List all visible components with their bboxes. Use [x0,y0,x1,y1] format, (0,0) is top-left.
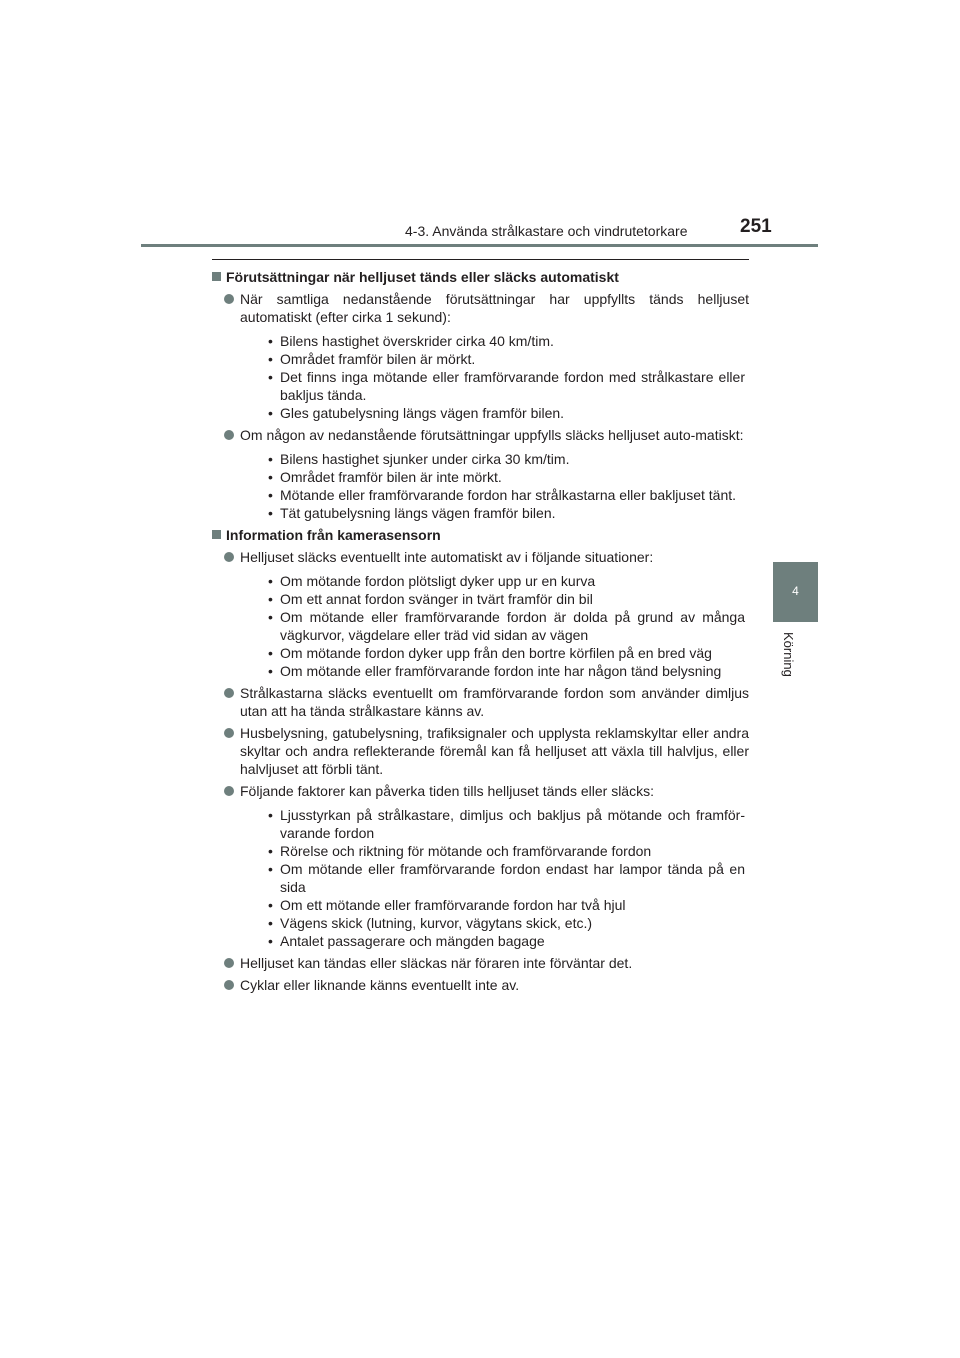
circle-bullet-icon [224,294,234,304]
bullet-icon: • [268,807,273,823]
circle-bullet-icon [224,552,234,562]
bullet-icon: • [268,915,273,931]
circle-bullet-icon [224,980,234,990]
section-heading-text: Information från kamerasensorn [226,527,441,543]
header-rule [141,244,818,247]
section-heading-text: Förutsättningar när helljuset tänds eller släcks automatiskt [226,269,619,285]
circle-bullet-icon [224,688,234,698]
bullet-icon: • [268,843,273,859]
sub-list-item [240,350,749,368]
bullet-icon: • [268,351,273,367]
bullet-icon: • [268,663,273,679]
sub-list-item-text: Om mötande fordon plötsligt dyker upp ur en kurva [280,573,596,589]
sub-list-item-text: Om mötande eller framförvarande fordon inte har någon tänd belysning [280,663,722,679]
list-item-text: Husbelysning, gatubelysning, trafiksignaler och upplysta reklamskyltar eller andra skyltar och andra reflekterande föremål kan få helljuset att växla till halvljus, eller halvljuset att förbli tänt. [240,725,749,777]
sub-list-item [240,608,749,644]
sub-list-item [240,896,749,914]
circle-bullet-icon [224,430,234,440]
sub-list-item [240,806,749,842]
sub-list-item-text: Om mötande eller framförvarande fordon endast har lampor tända på en sida [280,861,745,895]
bullet-icon: • [268,645,273,661]
bullet-icon: • [268,591,273,607]
bullet-icon: • [268,933,273,949]
section-heading [212,526,749,544]
bullet-icon: • [268,469,273,485]
sub-list-item-text: Antalet passagerare och mängden bagage [280,933,545,949]
sub-list-item-text: Om ett annat fordon svänger in tvärt framför din bil [280,591,593,607]
bullet-icon: • [268,573,273,589]
bullet-icon: • [268,897,273,913]
list-item-text: Helljuset släcks eventuellt inte automatiskt av i följande situationer: [240,549,654,565]
bullet-icon: • [268,505,273,521]
sub-list-item [240,368,749,404]
sub-list-item [240,860,749,896]
sub-list-item [240,486,749,504]
list-item [212,782,749,950]
sub-list-item-text: Tät gatubelysning längs vägen framför bilen. [280,505,556,521]
sub-list-item [240,572,749,590]
list-item-text: När samtliga nedanstående förutsättningar har uppfyllts tänds helljuset automatiskt (efter cirka 1 sekund): [240,291,749,325]
list-item [212,290,749,422]
sub-list-item-text: Om ett mötande eller framförvarande fordon har två hjul [280,897,626,913]
sub-list-item [240,332,749,350]
sub-list-item-text: Gles gatubelysning längs vägen framför bilen. [280,405,565,421]
chapter-number: 4 [792,584,799,598]
section-title: 4-3. Använda strålkastare och vindrutetorkare [405,223,688,239]
circle-bullet-icon [224,728,234,738]
list-item [212,954,749,972]
list-item [212,976,749,994]
sub-list-item [240,468,749,486]
sub-list [240,806,749,950]
list-item [212,548,749,680]
sub-list-item [240,590,749,608]
sub-list-item-text: Området framför bilen är mörkt. [280,351,476,367]
page-number: 251 [740,216,772,237]
sub-list [240,572,749,680]
sub-list-item-text: Mötande eller framförvarande fordon har strålkastarna eller bakljuset tänt. [280,487,737,503]
sub-list-item [240,914,749,932]
bullet-icon: • [268,609,273,625]
sub-list-item-text: Om mötande fordon dyker upp från den bortre körfilen på en bred väg [280,645,712,661]
sub-list-item-text: Vägens skick (lutning, kurvor, vägytans skick, etc.) [280,915,593,931]
sub-list-item [240,504,749,522]
list-item-text: Strålkastarna släcks eventuellt om framförvarande fordon som använder dimljus utan att ha tända strålkastare känns av. [240,685,749,719]
sub-list-item [240,450,749,468]
list-item-text: Cyklar eller liknande känns eventuellt inte av. [240,977,520,993]
chapter-label: Körning [781,632,796,677]
sub-list-item [240,842,749,860]
sub-list-item-text: Det finns inga mötande eller framförvarande fordon med strålkastare eller bakljus tända. [280,369,745,403]
sub-list-item-text: Om mötande eller framförvarande fordon är dolda på grund av många vägkurvor, vägdelare eller träd vid sidan av vägen [280,609,745,643]
circle-bullet-icon [224,958,234,968]
list-item [212,426,749,522]
bullet-icon: • [268,861,273,877]
sub-list-item-text: Ljusstyrkan på strålkastare, dimljus och bakljus på mötande och framför-varande fordon [280,807,745,841]
sub-list-item [240,644,749,662]
square-bullet-icon [212,272,221,281]
list-item [212,684,749,720]
bullet-icon: • [268,405,273,421]
sub-list-item [240,662,749,680]
bullet-icon: • [268,451,273,467]
sub-list [240,450,749,522]
sub-list-item-text: Bilens hastighet överskrider cirka 40 km/tim. [280,333,554,349]
bullet-icon: • [268,487,273,503]
bullet-icon: • [268,333,273,349]
list-item-text: Helljuset kan tändas eller släckas när föraren inte förväntar det. [240,955,633,971]
sub-list-item-text: Området framför bilen är inte mörkt. [280,469,502,485]
sub-list [240,332,749,422]
bullet-icon: • [268,369,273,385]
sub-list-item-text: Bilens hastighet sjunker under cirka 30 km/tim. [280,451,570,467]
square-bullet-icon [212,530,221,539]
page-content [212,264,749,994]
sub-list-item-text: Rörelse och riktning för mötande och framförvarande fordon [280,843,652,859]
circle-bullet-icon [224,786,234,796]
list-item-text: Om någon av nedanstående förutsättningar uppfylls släcks helljuset auto-matiskt: [240,427,744,443]
list-item [212,724,749,778]
content-top-rule [212,259,749,260]
chapter-tab [773,562,818,622]
section-heading [212,268,749,286]
list-item-text: Följande faktorer kan påverka tiden tills helljuset tänds eller släcks: [240,783,654,799]
sub-list-item [240,932,749,950]
sub-list-item [240,404,749,422]
